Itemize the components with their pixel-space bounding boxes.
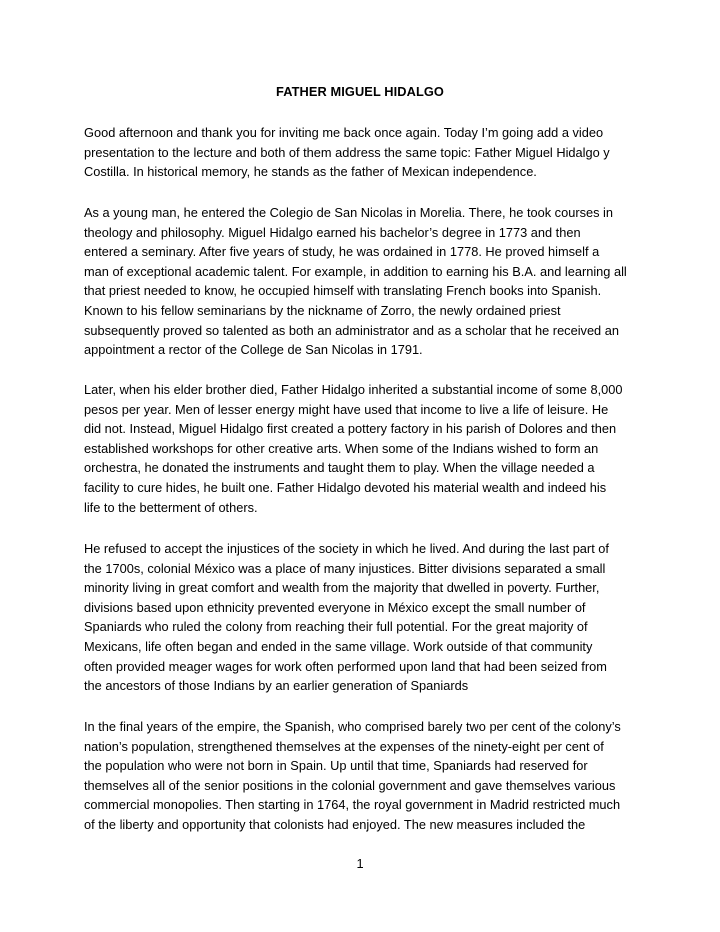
paragraph-line: As a young man, he entered the Colegio de San Nicolas in Morelia. There, he took courses in [84,205,614,220]
paragraph-line: the 1700s, colonial México was a place of many injustices. Bitter divisions separated a small [84,560,606,576]
paragraph-line: minority living in great comfort and wealth from the majority that dwelled in poverty. Further, [84,580,600,596]
paragraph-injustices [84,539,652,696]
paragraph-line: the ancestors of those Indians by an earlier generation of Spaniards [84,678,469,694]
page-number: 1 [356,856,364,871]
paragraph-line: In the final years of the empire, the Spanish, who comprised barely two per cent of the colony’s [84,719,621,734]
paragraph-line: often provided meager wages for work often performed upon land that had been seized from [84,658,607,674]
paragraph-line: Mexicans, life often began and ended in the same village. Work outside of that community [84,638,593,654]
paragraph-line: theology and philosophy. Miguel Hidalgo earned his bachelor’s degree in 1773 and then [84,224,581,240]
paragraph-line: nation’s population, strengthened themselves at the expenses of the ninety-eight per cent of [84,738,604,754]
paragraph-line: presentation to the lecture and both of them address the same topic: Father Miguel Hidalgo y [84,144,610,160]
paragraph-line: the population who were not born in Spain. Up until that time, Spaniards had reserved for [84,758,588,774]
paragraph-line: Known to his fellow seminarians by the nickname of Zorro, the newly ordained priest [84,302,561,318]
paragraph-line: facility to cure hides, he built one. Father Hidalgo devoted his material wealth and indeed his [84,479,607,495]
paragraph-line: Later, when his elder brother died, Father Hidalgo inherited a substantial income of some 8,000 [84,382,623,397]
paragraph-line: Costilla. In historical memory, he stands as the father of Mexican independence. [84,164,537,180]
paragraph-line: He refused to accept the injustices of the society in which he lived. And during the last part of [84,541,609,556]
paragraph-early-life [84,203,652,360]
paragraph-line: divisions based upon ethnicity prevented everyone in México except the small number of [84,599,586,615]
paragraph-line: established workshops for other creative arts. When some of the Indians wished to form an [84,440,599,456]
paragraph-line: that priest needed to know, he occupied himself with translating French books into Spanish. [84,283,602,299]
paragraph-line: orchestra, he donated the instruments and taught them to play. When the village needed a [84,460,595,476]
paragraph-line: of the liberty and opportunity that colonists had enjoyed. The new measures included the [84,816,586,832]
paragraph-line: appointment a rector of the College de San Nicolas in 1791. [84,342,423,358]
paragraph-line: entered a seminary. After five years of study, he was ordained in 1778. He proved himself a [84,244,600,260]
paragraph-line: life to the betterment of others. [84,499,258,515]
paragraph-line: Good afternoon and thank you for inviting me back once again. Today I’m going add a video [84,125,604,140]
paragraph-line: did not. Instead, Miguel Hidalgo first created a pottery factory in his parish of Dolores and then [84,421,617,437]
document-title: FATHER MIGUEL HIDALGO [276,84,444,99]
paragraph-line: themselves all of the senior positions in the colonial government and gave themselves various [84,777,616,793]
paragraph-inheritance [84,380,652,517]
paragraph-line: man of exceptional academic talent. For example, in addition to earning his B.A. and learning all [84,263,627,279]
paragraph-line: Spaniards who ruled the colony from reaching their full potential. For the great majority of [84,619,588,635]
paragraph-line: pesos per year. Men of lesser energy might have used that income to live a life of leisure. He [84,401,609,417]
paragraph-intro [84,123,652,182]
paragraph-line: commercial monopolies. Then starting in 1764, the royal government in Madrid restricted much [84,797,621,813]
paragraph-line: subsequently proved so talented as both an administrator and as a scholar that he received an [84,322,619,338]
paragraph-final-years [84,717,652,835]
